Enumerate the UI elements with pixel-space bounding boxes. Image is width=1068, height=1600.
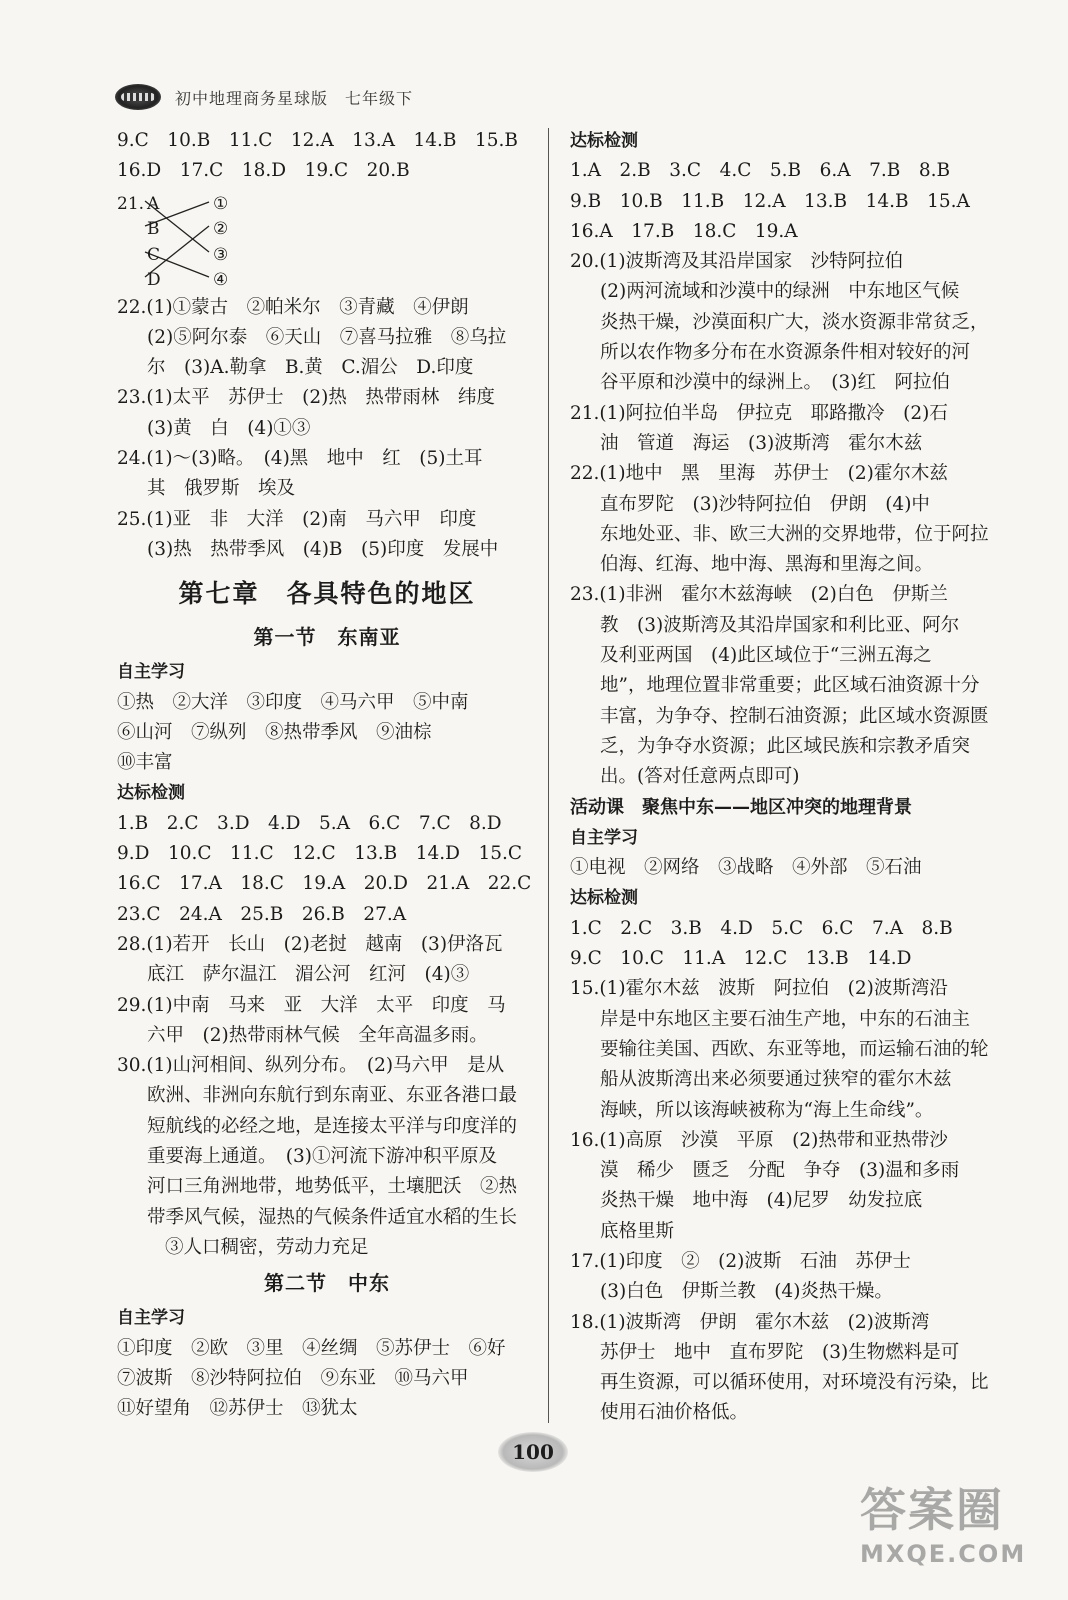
answer-line: 船从波斯湾出来必须要通过狭窄的霍尔木兹 bbox=[600, 1069, 952, 1091]
watermark-top: 答案圈 bbox=[860, 1483, 1004, 1537]
answer-line: 底江 萨尔温江 湄公河 红河 (4)③ bbox=[147, 964, 470, 986]
answer-line: 乏，为争夺水资源；此区域民族和宗教矛盾突 bbox=[600, 735, 971, 757]
globe-logo-icon bbox=[115, 84, 161, 110]
answer-line: 23.(1)非洲 霍尔木兹海峡 (2)白色 伊斯兰 bbox=[570, 584, 948, 606]
subheading: 达标检测 bbox=[570, 888, 638, 909]
subheading: 自主学习 bbox=[117, 1308, 185, 1329]
answer-line: 22.(1)地中 黑 里海 苏伊士 (2)霍尔木兹 bbox=[570, 463, 948, 485]
answer-line: ⑩丰富 bbox=[117, 752, 173, 774]
answer-line: 出。(答对任意两点即可) bbox=[600, 766, 800, 788]
answer-line: 谷平原和沙漠中的绿洲上。 (3)红 阿拉伯 bbox=[600, 372, 950, 394]
answer-line: ③人口稠密，劳动力充足 bbox=[165, 1236, 369, 1258]
answer-line: 1.A 2.B 3.C 4.C 5.B 6.A 7.B 8.B bbox=[570, 160, 951, 182]
answer-line: ⑦波斯 ⑧沙特阿拉伯 ⑨东亚 ⑩马六甲 bbox=[117, 1367, 469, 1389]
answer-line: 9.B 10.B 11.B 12.A 13.B 14.B 15.A bbox=[570, 190, 970, 212]
answer-line: 教 (3)波斯湾及其沿岸国家和利比亚、阿尔 bbox=[600, 614, 960, 636]
answer-line: 28.(1)若开 长山 (2)老挝 越南 (3)伊洛瓦 bbox=[117, 933, 503, 955]
match-num: ① bbox=[213, 193, 229, 214]
answer-line: 16.A 17.B 18.C 19.A bbox=[570, 220, 798, 242]
answer-line: 漠 稀少 匮乏 分配 争夺 (3)温和多雨 bbox=[600, 1160, 960, 1182]
answer-line: 要输往美国、西欧、东亚等地，而运输石油的轮 bbox=[600, 1038, 989, 1060]
answer-line: 30.(1)山河相间、纵列分布。 (2)马六甲 是从 bbox=[117, 1055, 505, 1077]
answer-line: 23.C 24.A 25.B 26.B 27.A bbox=[117, 903, 407, 925]
match-num: ④ bbox=[213, 269, 229, 290]
answer-line: 炎热干燥，沙漠面积广大，淡水资源非常贫乏， bbox=[600, 311, 989, 333]
watermark-bottom: MXQE.COM bbox=[860, 1540, 1027, 1568]
subheading: 达标检测 bbox=[570, 131, 638, 151]
answer-line: 再生资源，可以循环使用，对环境没有污染，比 bbox=[600, 1372, 989, 1394]
answer-line: 重要海上通道。 (3)①河流下游冲积平原及 bbox=[147, 1146, 497, 1168]
match-letter: A bbox=[147, 193, 160, 214]
answer-line: 短航线的必经之地，是连接太平洋与印度洋的 bbox=[147, 1115, 518, 1137]
answer-line: (3)白色 伊斯兰教 (4)炎热干燥。 bbox=[600, 1281, 893, 1303]
answer-line: 29.(1)中南 马来 亚 大洋 太平 印度 马 bbox=[117, 994, 506, 1016]
answer-line: 底格里斯 bbox=[600, 1220, 675, 1242]
watermark bbox=[860, 1480, 1060, 1590]
answer-line: 海峡，所以该海峡被称为“海上生命线”。 bbox=[600, 1099, 934, 1121]
answer-line: 24.(1)～(3)略。 (4)黑 地中 红 (5)土耳 bbox=[117, 448, 483, 470]
answer-line: 23.(1)太平 苏伊士 (2)热 热带雨林 纬度 bbox=[117, 387, 495, 409]
answer-line: 直布罗陀 (3)沙特阿拉伯 伊朗 (4)中 bbox=[600, 493, 930, 515]
page-header bbox=[115, 80, 535, 114]
answer-line: 22.(1)①蒙古 ②帕米尔 ③青藏 ④伊朗 bbox=[117, 296, 469, 318]
answer-line: 所以农作物多分布在水资源条件相对较好的河 bbox=[600, 342, 971, 364]
answer-line: ①印度 ②欧 ③里 ④丝绸 ⑤苏伊士 ⑥好 bbox=[117, 1337, 506, 1359]
answer-line: 21.(1)阿拉伯半岛 伊拉克 耶路撒冷 (2)石 bbox=[570, 402, 948, 424]
matching-diagram bbox=[117, 189, 277, 289]
answer-line: (3)黄 白 (4)①③ bbox=[147, 417, 311, 439]
answer-line: 使用石油价格低。 bbox=[600, 1402, 749, 1424]
answer-line: 岸是中东地区主要石油生产地，中东的石油主 bbox=[600, 1008, 971, 1030]
section-title: 第二节 中东 bbox=[264, 1271, 390, 1296]
match-num: ② bbox=[213, 218, 229, 239]
answer-line: 苏伊士 地中 直布罗陀 (3)生物燃料是可 bbox=[600, 1341, 960, 1363]
answer-line: 其 俄罗斯 埃及 bbox=[147, 478, 296, 500]
activity-title: 活动课 聚焦中东——地区冲突的地理背景 bbox=[570, 796, 912, 818]
answer-line: 9.C 10.B 11.C 12.A 13.A 14.B 15.B bbox=[117, 130, 518, 151]
answer-line: (2)两河流域和沙漠中的绿洲 中东地区气候 bbox=[600, 281, 960, 303]
answer-line: 油 管道 海运 (3)波斯湾 霍尔木兹 bbox=[600, 432, 923, 454]
match-letter: C bbox=[147, 244, 161, 265]
answer-line: 1.C 2.C 3.B 4.D 5.C 6.C 7.A 8.B bbox=[570, 917, 953, 939]
answer-line: 丰富，为争夺、控制石油资源；此区域水资源匮 bbox=[600, 705, 989, 727]
left-column bbox=[117, 126, 537, 1424]
match-num: ③ bbox=[213, 244, 229, 265]
answer-line: 1.B 2.C 3.D 4.D 5.A 6.C 7.C 8.D bbox=[117, 812, 502, 834]
answer-line: 15.(1)霍尔木兹 波斯 阿拉伯 (2)波斯湾沿 bbox=[570, 978, 948, 1000]
answer-line: ⑥山河 ⑦纵列 ⑧热带季风 ⑨油棕 bbox=[117, 721, 432, 743]
answer-line: 河口三角洲地带，地势低平，土壤肥沃 ②热 bbox=[147, 1176, 518, 1198]
column-divider bbox=[548, 128, 549, 1423]
match-letter: B bbox=[147, 218, 160, 239]
chapter-title: 第七章 各具特色的地区 bbox=[178, 579, 476, 609]
answer-line: 9.D 10.C 11.C 12.C 13.B 14.D 15.C bbox=[117, 843, 523, 865]
answer-line: 尔 (3)A.勒拿 B.黄 C.湄公 D.印度 bbox=[147, 357, 474, 379]
answer-line: 带季风气候，湿热的气候条件适宜水稻的生长 bbox=[147, 1206, 518, 1228]
answer-line: ⑪好望角 ⑫苏伊士 ⑬犹太 bbox=[117, 1398, 358, 1420]
subheading: 自主学习 bbox=[570, 827, 638, 848]
answer-line: 18.(1)波斯湾 伊朗 霍尔木兹 (2)波斯湾 bbox=[570, 1311, 930, 1333]
right-column bbox=[570, 126, 990, 1429]
answer-line: 伯海、红海、地中海、黑海和里海之间。 bbox=[600, 554, 934, 576]
answer-line: 16.C 17.A 18.C 19.A 20.D 21.A 22.C bbox=[117, 873, 532, 895]
answer-line: 及利亚两国 (4)此区域位于“三洲五海之 bbox=[600, 645, 932, 667]
header-title: 初中地理商务星球版 七年级下 bbox=[175, 88, 414, 108]
answer-line: ①热 ②大洋 ③印度 ④马六甲 ⑤中南 bbox=[117, 691, 469, 713]
match-letter: D bbox=[147, 269, 161, 290]
answer-line: ①电视 ②网络 ③战略 ④外部 ⑤石油 bbox=[570, 857, 922, 879]
answer-line: 欧洲、非洲向东航行到东南亚、东亚各港口最 bbox=[147, 1085, 518, 1107]
answer-line: 25.(1)亚 非 大洋 (2)南 马六甲 印度 bbox=[117, 508, 477, 530]
answer-line: 20.(1)波斯湾及其沿岸国家 沙特阿拉伯 bbox=[570, 251, 904, 273]
section-title: 第一节 东南亚 bbox=[253, 625, 401, 650]
answer-line: (2)⑤阿尔泰 ⑥天山 ⑦喜马拉雅 ⑧乌拉 bbox=[147, 326, 507, 348]
answer-line: 地”，地理位置非常重要；此区域石油资源十分 bbox=[600, 675, 980, 697]
subheading: 自主学习 bbox=[117, 662, 185, 683]
answer-line: 17.(1)印度 ② (2)波斯 石油 苏伊士 bbox=[570, 1250, 911, 1272]
answer-line: 16.D 17.C 18.D 19.C 20.B bbox=[117, 160, 410, 182]
subheading: 达标检测 bbox=[117, 783, 185, 804]
match-number: 21. bbox=[117, 193, 145, 214]
answer-line: 东地处亚、非、欧三大洲的交界地带，位于阿拉 bbox=[600, 523, 989, 545]
answer-line: (3)热 热带季风 (4)B (5)印度 发展中 bbox=[147, 538, 499, 560]
page-number: 100 bbox=[498, 1432, 568, 1472]
answer-line: 六甲 (2)热带雨林气候 全年高温多雨。 bbox=[147, 1024, 488, 1046]
answer-line: 9.C 10.C 11.A 12.C 13.B 14.D bbox=[570, 948, 912, 970]
answer-line: 16.(1)高原 沙漠 平原 (2)热带和亚热带沙 bbox=[570, 1129, 948, 1151]
answer-line: 炎热干燥 地中海 (4)尼罗 幼发拉底 bbox=[600, 1190, 923, 1212]
